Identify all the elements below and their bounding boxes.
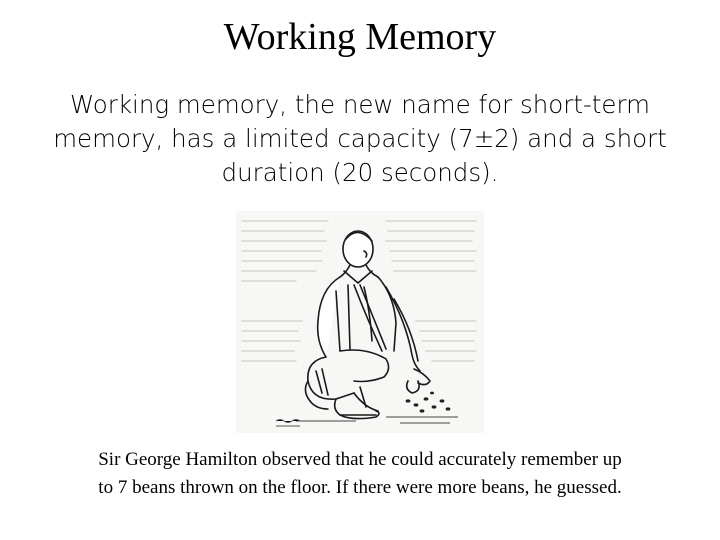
body-text-line: memory, has a limited capacity (7±2) and a short bbox=[53, 124, 667, 153]
artist-signature bbox=[276, 420, 300, 427]
slide-title: Working Memory bbox=[223, 16, 497, 58]
floor-shading bbox=[296, 417, 458, 423]
illustration-drawing bbox=[236, 211, 484, 433]
caption-line: to 7 beans thrown on the floor. If there were more beans, he guessed. bbox=[98, 477, 622, 498]
beans-on-floor bbox=[406, 392, 451, 413]
body-text-line: Working memory, the new name for short-term bbox=[70, 90, 650, 119]
figure-outline bbox=[305, 231, 430, 419]
body-text-line: duration (20 seconds). bbox=[221, 158, 499, 187]
slide-body-text bbox=[40, 88, 680, 190]
illustration-caption bbox=[20, 446, 700, 502]
illustration-kneeling-man bbox=[236, 211, 484, 433]
caption-line: Sir George Hamilton observed that he could accurately remember up bbox=[98, 449, 622, 470]
